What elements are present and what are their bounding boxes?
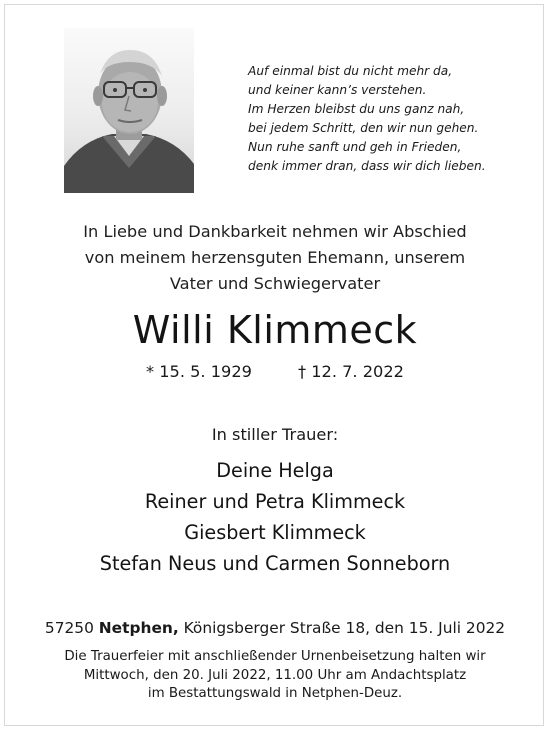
service-line: Die Trauerfeier mit anschließender Urnenbeisetzung halten wir bbox=[64, 649, 486, 664]
death-date: † 12. 7. 2022 bbox=[298, 362, 404, 381]
address-zip: 57250 bbox=[44, 619, 94, 637]
address-rest: Königsberger Straße 18, den 15. Juli 2022 bbox=[183, 619, 506, 637]
deceased-name: Willi Klimmeck bbox=[132, 308, 418, 352]
intro-line: In Liebe und Dankbarkeit nehmen wir Abschied bbox=[83, 222, 467, 241]
birth-date: * 15. 5. 1929 bbox=[146, 362, 252, 381]
address-line bbox=[0, 617, 550, 639]
poem-line: Auf einmal bist du nicht mehr da, bbox=[248, 64, 453, 78]
service-line: Mittwoch, den 20. Juli 2022, 11.00 Uhr am Andachtsplatz bbox=[83, 667, 467, 683]
portrait-photo bbox=[64, 28, 194, 193]
address-city: Netphen, bbox=[98, 619, 179, 637]
poem-line: und keiner kann’s verstehen. bbox=[248, 83, 427, 97]
mourners-list bbox=[0, 455, 550, 579]
poem-line: Nun ruhe sanft und geh in Frieden, bbox=[248, 140, 462, 154]
portrait-illustration bbox=[64, 28, 194, 193]
farewell-intro bbox=[0, 219, 550, 297]
mourner: Giesbert Klimmeck bbox=[184, 521, 366, 544]
intro-line: Vater und Schwiegervater bbox=[169, 274, 381, 293]
service-line: im Bestattungswald in Netphen-Deuz. bbox=[147, 686, 403, 701]
service-info bbox=[0, 648, 550, 704]
poem-line: Im Herzen bleibst du uns ganz nah, bbox=[248, 102, 465, 116]
poem bbox=[248, 62, 528, 176]
mourner: Stefan Neus und Carmen Sonneborn bbox=[99, 552, 451, 575]
intro-line: von meinem herzensguten Ehemann, unserem bbox=[84, 248, 466, 267]
mourner: Reiner und Petra Klimmeck bbox=[144, 490, 406, 513]
mourner: Deine Helga bbox=[216, 459, 334, 482]
poem-line: bei jedem Schritt, den wir nun gehen. bbox=[248, 121, 479, 135]
mourning-label: In stiller Trauer: bbox=[211, 425, 339, 444]
poem-line: denk immer dran, dass wir dich lieben. bbox=[248, 159, 486, 173]
